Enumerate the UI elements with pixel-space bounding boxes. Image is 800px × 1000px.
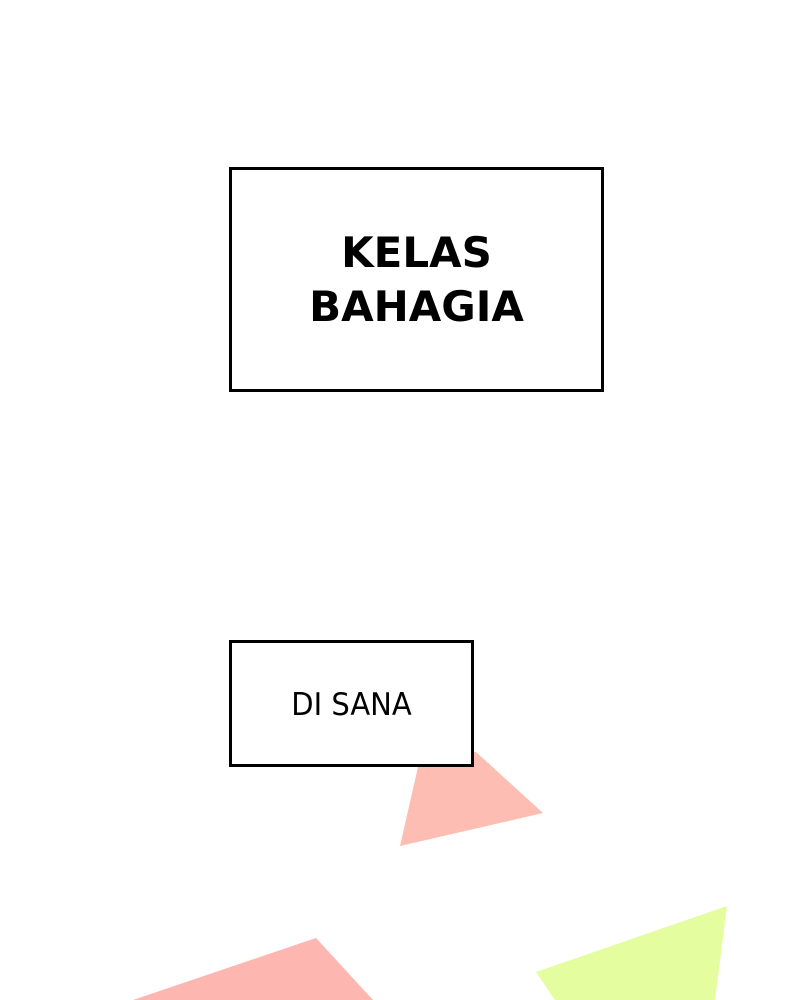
lime-triangle-shape [536,906,727,1000]
title-caption-text: KELAS BAHAGIA [309,227,524,331]
location-caption-box [229,640,474,767]
pink-triangle-shape [133,938,373,1000]
location-caption-text: DI SANA [291,685,412,722]
title-caption-box [229,167,604,392]
